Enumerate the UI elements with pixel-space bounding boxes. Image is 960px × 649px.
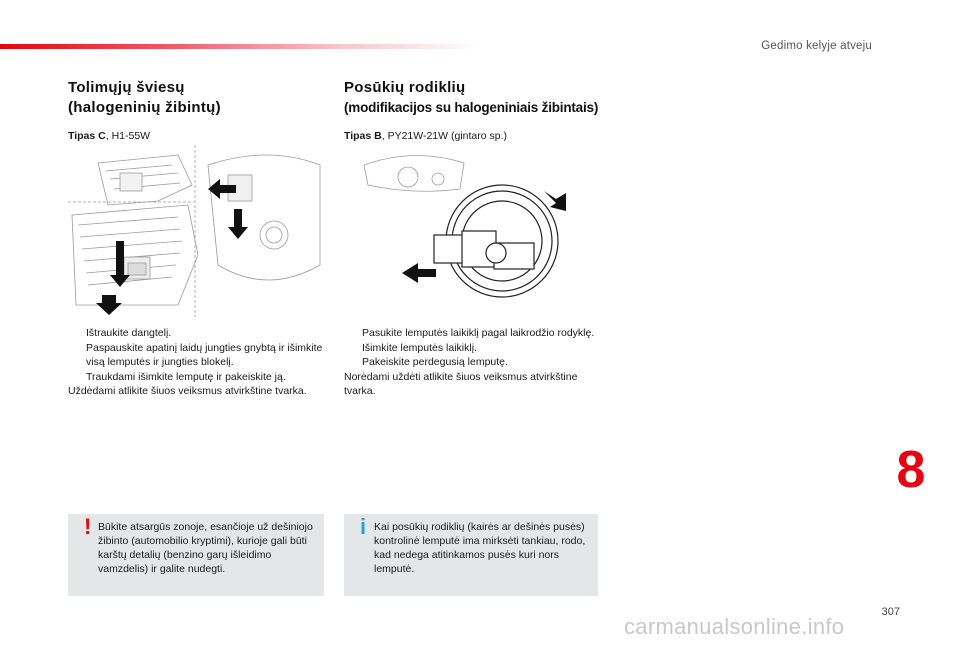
right-steps (344, 326, 604, 399)
right-title-line1: Posūkių rodiklių (344, 79, 466, 96)
step-text: Pasukite lemputės laikiklį pagal laikrodžio rodyklę. (362, 327, 595, 339)
left-title-line2: (halogeninių žibintų) (68, 99, 221, 116)
left-bulb-type (68, 130, 324, 142)
info-box (344, 514, 598, 596)
step-text: Išimkite lemputės laikiklį. (362, 341, 477, 354)
left-column (68, 78, 324, 142)
right-column (344, 78, 604, 142)
header-accent-bar (0, 44, 480, 49)
left-steps (68, 326, 324, 399)
step-text: Traukdami išimkite lemputę ir pakeiskite ją. (86, 370, 286, 383)
indicator-figure (344, 145, 604, 317)
right-note: Norėdami uždėti atlikite šiuos veiksmus atvirkštine tvarka. (344, 370, 578, 397)
warning-icon: ! (84, 514, 92, 539)
left-note: Uždėdami atlikite šiuos veiksmus atvirkštine tvarka. (68, 385, 307, 397)
info-text: Kai posūkių rodiklių (kairės ar dešinės pusės) kontrolinė lemputė ima mirksėti tankiau, rodo, kad nedega atitinkamos pusės kuri nors lemputė. (374, 521, 586, 575)
headlight-figure (68, 145, 324, 317)
list-item (344, 355, 604, 370)
left-type-value: , H1-55W (105, 130, 151, 142)
info-icon: i (360, 514, 367, 539)
right-title-line2: (modifikacijos su halogeniniais žibintais) (344, 100, 599, 115)
step-text: Paspauskite apatinį laidų jungties gnybtą ir išimkite visą lemputės ir jungties blokelį. (86, 341, 323, 368)
chapter-number: 8 (896, 441, 926, 499)
warning-text: Būkite atsargūs zonoje, esančioje už dešiniojo žibinto (automobilio kryptimi), kurioje gali būti karštų detalių (benzino garų išleidimo vamzdelis) ir galite nudegti. (98, 521, 313, 575)
right-bulb-type (344, 130, 604, 142)
left-title-line1: Tolimųjų šviesų (68, 79, 185, 96)
right-type-value: , PY21W-21W (gintaro sp.) (381, 130, 508, 142)
right-type-label: Tipas B (344, 130, 382, 142)
left-type-label: Tipas C (68, 130, 106, 142)
list-item (68, 341, 324, 370)
list-item (68, 370, 324, 385)
watermark: carmanualsonline.info (624, 614, 845, 639)
step-text: Ištraukite dangtelį. (86, 327, 172, 339)
page-number: 307 (881, 606, 900, 618)
section-title: Gedimo kelyje atveju (761, 40, 872, 52)
list-item (344, 326, 604, 341)
warning-box (68, 514, 324, 596)
list-item (344, 341, 604, 356)
list-item (68, 326, 324, 341)
step-text: Pakeiskite perdegusią lemputę. (362, 356, 508, 368)
